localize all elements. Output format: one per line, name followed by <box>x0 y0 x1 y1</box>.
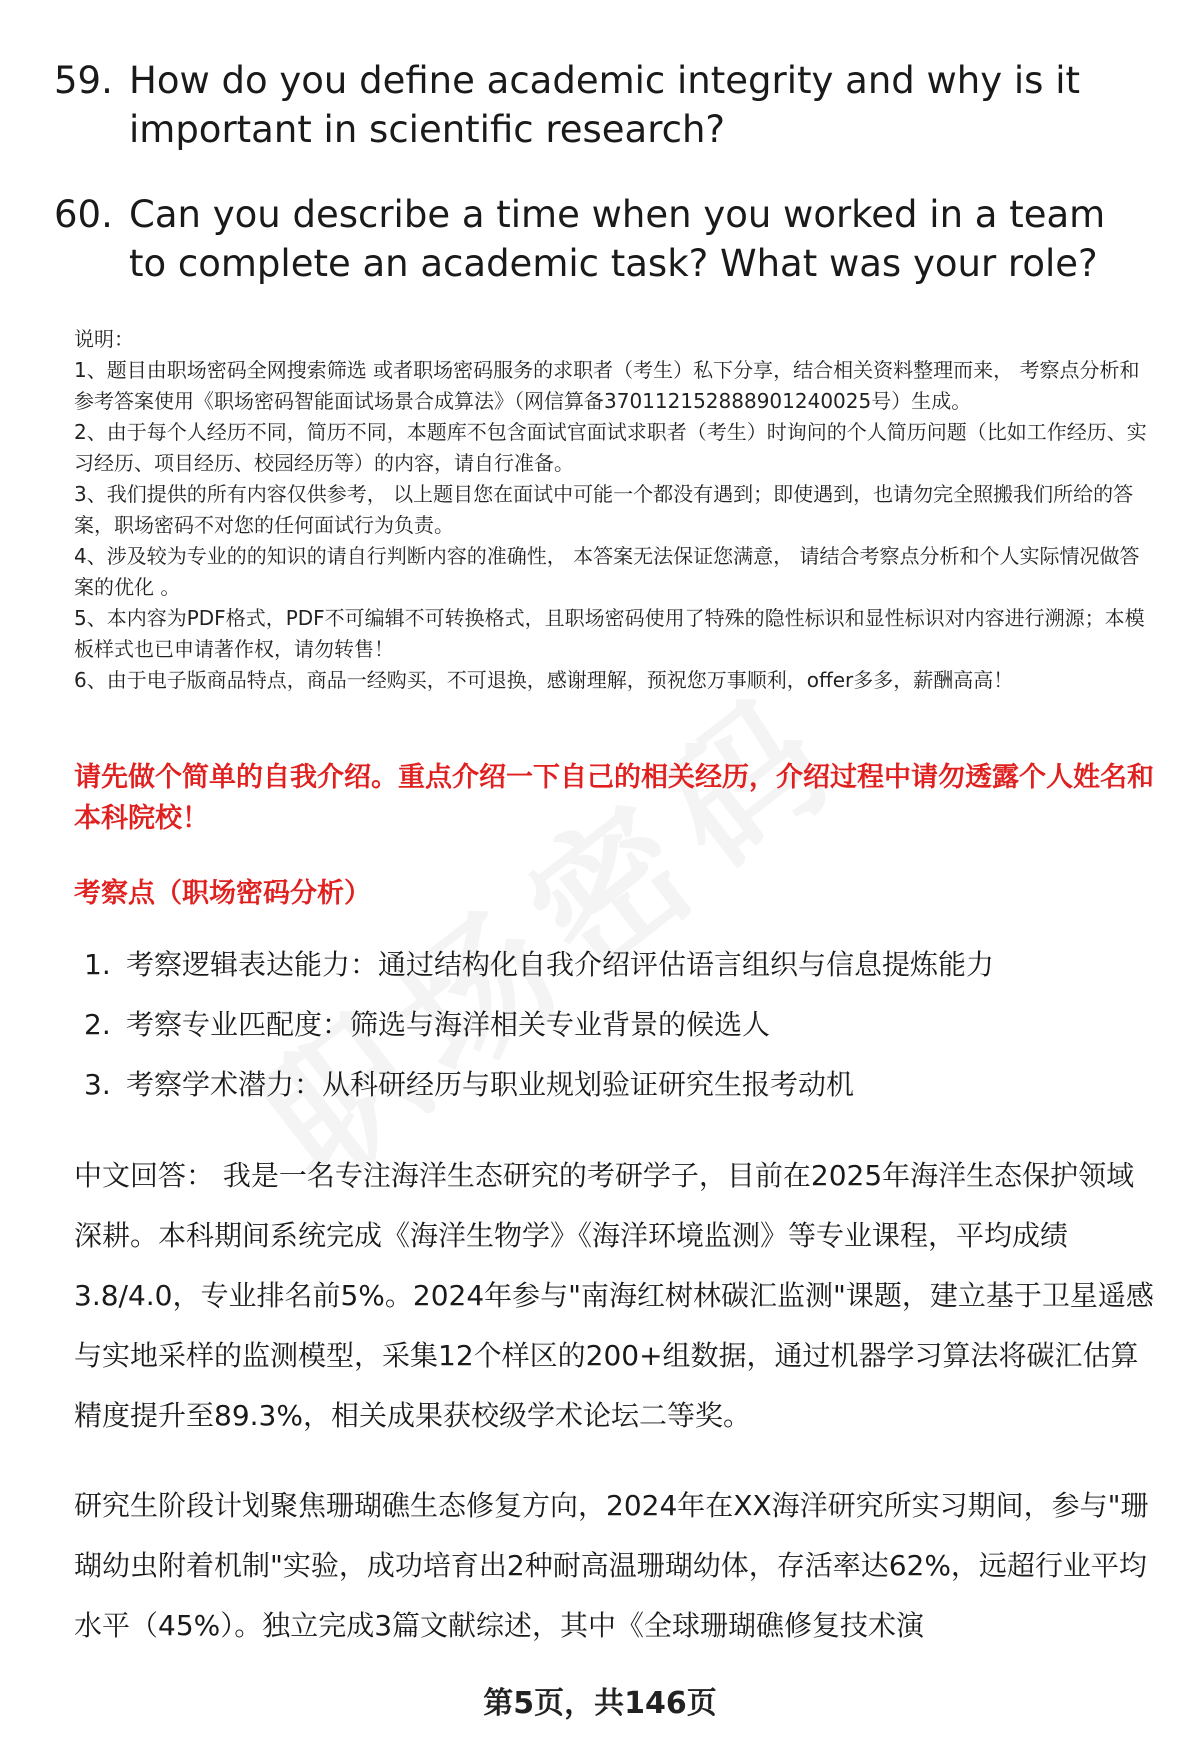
question-text: Can you describe a time when you worked in a team to complete an academic task? What was your role? <box>129 193 1106 285</box>
analysis-heading: 考察点（职场密码分析） <box>74 878 371 909</box>
question-number: 60. <box>54 193 113 236</box>
note-item: 6、由于电子版商品特点，商品一经购买，不可退换，感谢理解，预祝您万事顺利，offer多多，薪酬高高！ <box>74 668 1014 692</box>
note-item: 3、我们提供的所有内容仅供参考， 以上题目您在面试中可能一个都没有遇到；即使遇到，也请勿完全照搬我们所给的答案，职场密码不对您的任何面试行为负责。 <box>74 482 1134 537</box>
question-59 <box>54 56 1154 154</box>
notes-heading: 说明： <box>74 327 134 351</box>
point-index: 1. <box>84 948 111 981</box>
note-item: 2、由于每个人经历不同，简历不同，本题库不包含面试官面试求职者（考生）时询问的个人简历问题（比如工作经历、实习经历、项目经历、校园经历等）的内容，请自行准备。 <box>74 420 1147 475</box>
question-60 <box>54 190 1154 288</box>
point-text: 考察专业匹配度：筛选与海洋相关专业背景的候选人 <box>126 1008 771 1041</box>
note-item: 5、本内容为PDF格式，PDF不可编辑不可转换格式，且职场密码使用了特殊的隐性标识和显性标识对内容进行溯源；本模板样式也已申请著作权，请勿转售！ <box>74 606 1145 661</box>
question-number: 59. <box>54 59 113 102</box>
analysis-points <box>84 945 1154 1125</box>
page-footer: 第5页，共146页 <box>483 1686 717 1721</box>
analysis-point <box>84 945 1154 1005</box>
notes-section <box>74 324 1154 696</box>
point-index: 2. <box>84 1008 111 1041</box>
point-index: 3. <box>84 1068 111 1101</box>
answer-paragraph-2: 研究生阶段计划聚焦珊瑚礁生态修复方向，2024年在XX海洋研究所实习期间，参与"珊瑚幼虫附着机制"实验，成功培育出2种耐高温珊瑚幼体，存活率达62%，远超行业平均水平（45%）。独立完成3篇文献综述，其中《全球珊瑚礁修复技术演 <box>74 1489 1149 1642</box>
note-item: 1、题目由职场密码全网搜索筛选 或者职场密码服务的求职者（考生）私下分享，结合相关资料整理而来， 考察点分析和参考答案使用《职场密码智能面试场景合成算法》（网信算备370112152888901240025号）生成。 <box>74 358 1140 413</box>
answer-paragraph-1: 中文回答： 我是一名专注海洋生态研究的考研学子，目前在2025年海洋生态保护领域深耕。本科期间系统完成《海洋生物学》《海洋环境监测》等专业课程，平均成绩3.8/4.0，专业排名前5%。2024年参与"南海红树林碳汇监测"课题，建立基于卫星遥感与实地采样的监测模型，采集12个样区的200+组数据，通过机器学习算法将碳汇估算精度提升至89.3%，相关成果获校级学术论坛二等奖。 <box>74 1159 1154 1432</box>
analysis-point <box>84 1005 1154 1065</box>
point-text: 考察学术潜力：从科研经历与职业规划验证研究生报考动机 <box>126 1068 855 1101</box>
interview-question-title: 请先做个简单的自我介绍。重点介绍一下自己的相关经历，介绍过程中请勿透露个人姓名和本科院校！ <box>74 762 1154 834</box>
question-text: How do you define academic integrity and why is it important in scientific research? <box>129 59 1080 151</box>
note-item: 4、涉及较为专业的的知识的请自行判断内容的准确性， 本答案无法保证您满意， 请结合考察点分析和个人实际情况做答案的优化 。 <box>74 544 1140 599</box>
point-text: 考察逻辑表达能力：通过结构化自我介绍评估语言组织与信息提炼能力 <box>126 948 995 981</box>
analysis-point <box>84 1065 1154 1125</box>
